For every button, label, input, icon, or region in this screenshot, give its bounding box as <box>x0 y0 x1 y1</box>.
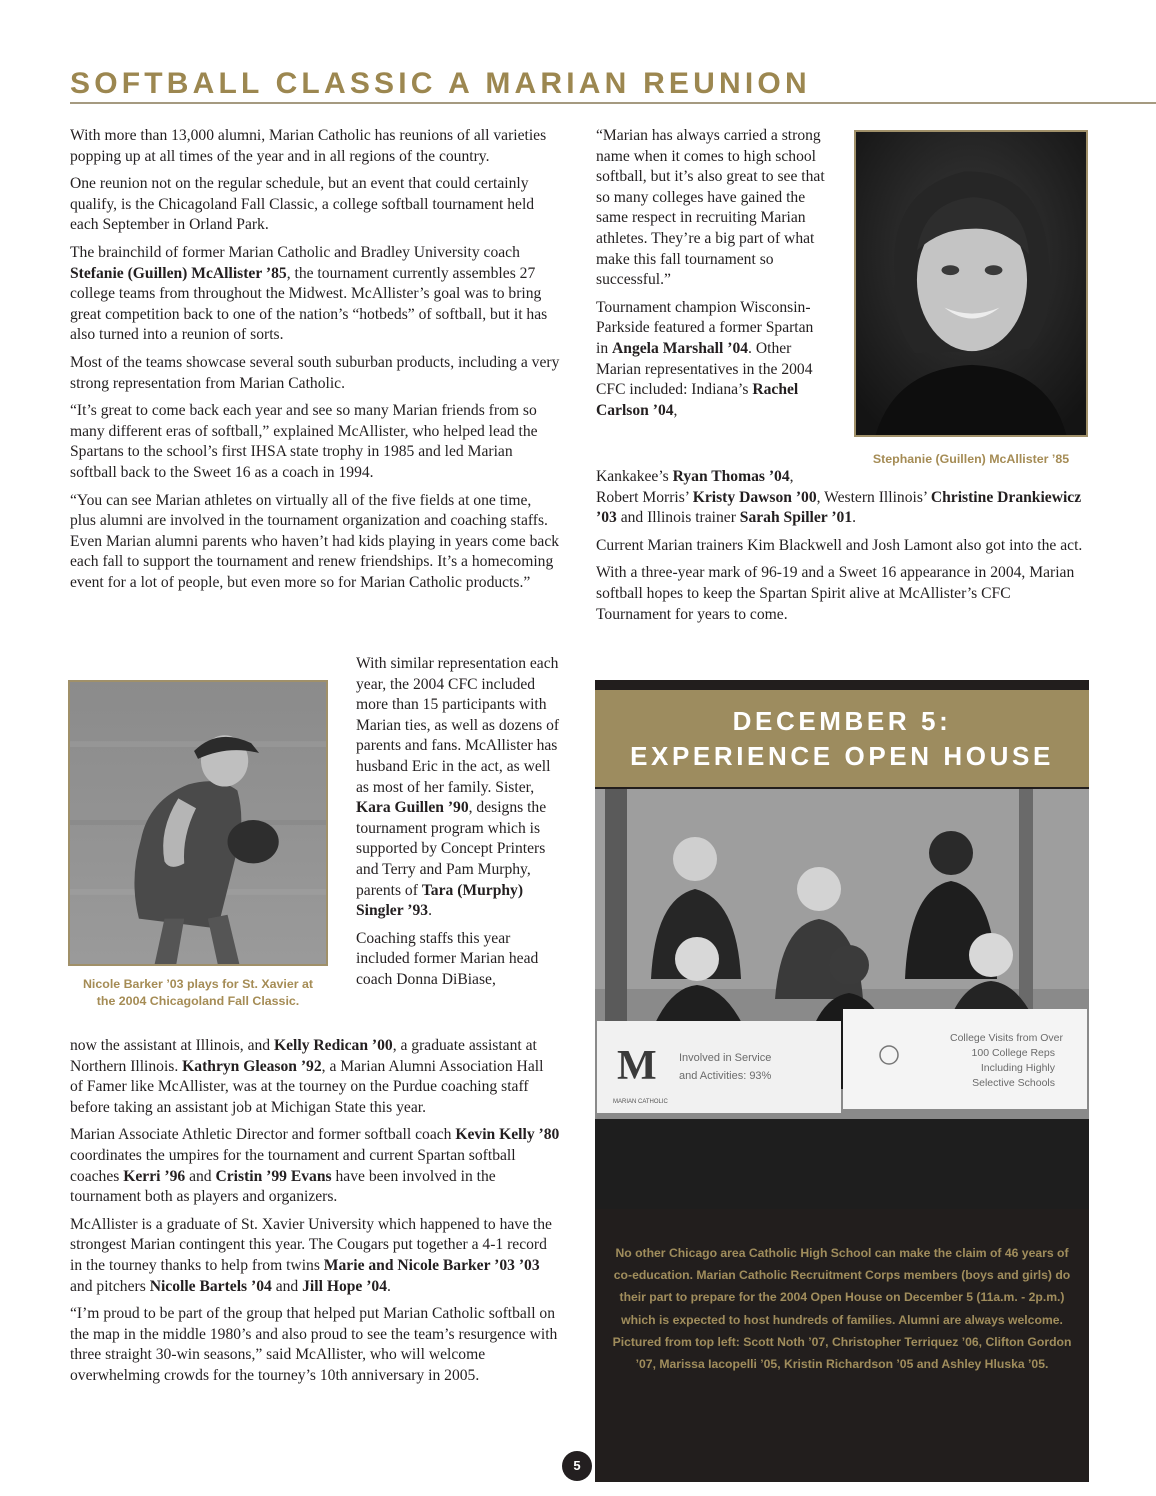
portrait-photo <box>854 130 1088 437</box>
paragraph: One reunion not on the regular schedule, but an event that could certainly qualify, is the Chicagoland Fall Classic, a college softball tournament held each September in Orland Park. <box>70 175 535 234</box>
paragraph: With similar representation each year, the 2004 CFC included more than 15 participants with Marian ties, as well as dozens of parents and fans. McAllister has husband Eric in the act, as well as most of her family. Sister, Kara Guillen ’90, designs the tournament program which is supported by Concept Printers and Terry and Pam Murphy, parents of Tara (Murphy) Singler ’93. <box>356 655 560 920</box>
svg-text:College Visits from Over: College Visits from Over <box>949 1032 1063 1044</box>
open-house-photo <box>595 789 1089 1209</box>
paragraph: McAllister is a graduate of St. Xavier University which happened to have the strongest Marian contingent this year. The Cougars put together a 4-1 record in the tourney thanks to help from twins Marie and Nicole Barker ’03 ’03 and pitchers Nicolle Bartels ’04 and Jill Hope ’04. <box>70 1215 552 1295</box>
paragraph: “You can see Marian athletes on virtually all of the five fields at one time, plus alumni are involved in the tournament organization and coaching staffs. Even Marian alumni parents who haven’t had kids playing in years come back each fall to support the tournament and renew friendships. It’s a homecoming event for a lot of people, but even more so for Marian Catholic products.” <box>70 491 560 591</box>
open-house-box <box>595 680 1089 1482</box>
article-left-bottom-column <box>70 1036 560 1394</box>
portrait-caption: Stephanie (Guillen) McAllister ’85 <box>872 452 1070 466</box>
paragraph: Most of the teams showcase several south suburban products, including a very strong representation from Marian Catholic. <box>70 353 560 392</box>
paragraph: “It’s great to come back each year and see so many Marian friends from so many different eras of softball,” explained McAllister, who helped lead the Spartans to the school’s first IHSA state trophy in 1985 and led Marian softball back to the Sweet 16 as a coach in 1994. <box>70 402 538 481</box>
page-number: 5 <box>562 1451 592 1481</box>
article-headline: SOFTBALL CLASSIC A MARIAN REUNION <box>70 67 811 100</box>
svg-text:Selective Schools: Selective Schools <box>972 1077 1055 1089</box>
open-house-title: DECEMBER 5: EXPERIENCE OPEN HOUSE <box>595 690 1089 787</box>
article-right-column <box>596 126 826 421</box>
paragraph: Tournament champion Wisconsin-Parkside featured a former Spartan in Angela Marshall ’04. Other Marian representatives in the 2004 CFC included: Indiana’s Rachel Carlson ’04, <box>596 298 814 419</box>
paragraph: With a three-year mark of 96-19 and a Sweet 16 appearance in 2004, Marian softball hopes to keep the Spartan Spirit alive at McAllister’s CFC Tournament for years to come. <box>596 564 1075 623</box>
svg-text:Including Highly: Including Highly <box>980 1062 1055 1074</box>
svg-text:100 College Reps: 100 College Reps <box>971 1047 1055 1059</box>
open-house-caption: No other Chicago area Catholic High School can make the claim of 46 years of co-education. Marian Catholic Recruitment Corps members (boys and girls) do their part to prepare for the 2004 Open House on December 5 (11a.m. - 2p.m.) which is expected to host hundreds of families. Alumni are always welcome. Pictured from top left: Scott Noth ’07, Christopher Terriquez ’06, Clifton Gordon ’07, Marissa Iacopelli ’05, Kristin Richardson ’05 and Ashley Hluska ’05. <box>612 1246 1072 1372</box>
article-photo-side-text <box>356 654 560 998</box>
svg-text:and Activities: 93%: and Activities: 93% <box>679 1070 772 1082</box>
softball-player-photo <box>68 680 328 966</box>
paragraph: With more than 13,000 alumni, Marian Catholic has reunions of all varieties popping up at all times of the year and in all regions of the country. <box>70 127 547 165</box>
svg-text:Involved in Service: Involved in Service <box>679 1052 772 1064</box>
svg-text:M: M <box>617 1043 657 1089</box>
paragraph: Kankakee’s Ryan Thomas ’04, Robert Morris’ Kristy Dawson ’00, Western Illinois’ Christine Drankiewicz ’03 and Illinois trainer Sarah Spiller ’01. <box>596 468 1082 527</box>
svg-text:MARIAN CATHOLIC: MARIAN CATHOLIC <box>613 1099 668 1105</box>
paragraph: “I’m proud to be part of the group that helped put Marian Catholic softball on the map in the middle 1980’s and also proud to see the team’s resurgence with three straight 30-win seasons,” said McAllister, who will welcome overwhelming crowds for the tourney’s 10th anniversary in 2005. <box>70 1305 558 1384</box>
article-right-bottom-column <box>596 467 1086 632</box>
open-house-sign-left <box>597 1021 841 1113</box>
paragraph: Marian Associate Athletic Director and former softball coach Kevin Kelly ’80 coordinates the umpires for the tournament and current Spartan softball coaches Kerri ’96 and Cristin ’99 Evans have been involved in the tournament both as players and organizers. <box>70 1126 560 1206</box>
paragraph: Coaching staffs this year included former Marian head coach Donna DiBiase, <box>356 929 539 988</box>
paragraph: Current Marian trainers Kim Blackwell and Josh Lamont also got into the act. <box>596 536 1083 554</box>
player-photo-caption: Nicole Barker ’03 plays for St. Xavier at the 2004 Chicagoland Fall Classic. <box>82 977 314 1008</box>
article-left-column <box>70 126 560 600</box>
open-house-sign-right <box>843 1009 1087 1109</box>
paragraph: “Marian has always carried a strong name when it comes to high school softball, but it’s also great to see that so many colleges have gained the same respect in recruiting Marian athletes. They’re a big part of what make this fall tournament so successful.” <box>596 127 825 289</box>
paragraph: The brainchild of former Marian Catholic and Bradley University coach Stefanie (Guillen) McAllister ’85, the tournament currently assembles 27 college teams from throughout the Midwest. McAllister’s goal was to bring great competition back to one of the nation’s “hotbeds” of softball, but it has also turned into a reunion of sorts. <box>70 243 548 344</box>
paragraph: now the assistant at Illinois, and Kelly Redican ’00, a graduate assistant at Northern Illinois. Kathryn Gleason ’92, a Marian Alumni Association Hall of Famer like McAllister, was at the tourney on the Purdue coaching staff before taking an assistant job at Michigan State this year. <box>70 1037 544 1116</box>
headline-rule <box>70 102 1156 104</box>
